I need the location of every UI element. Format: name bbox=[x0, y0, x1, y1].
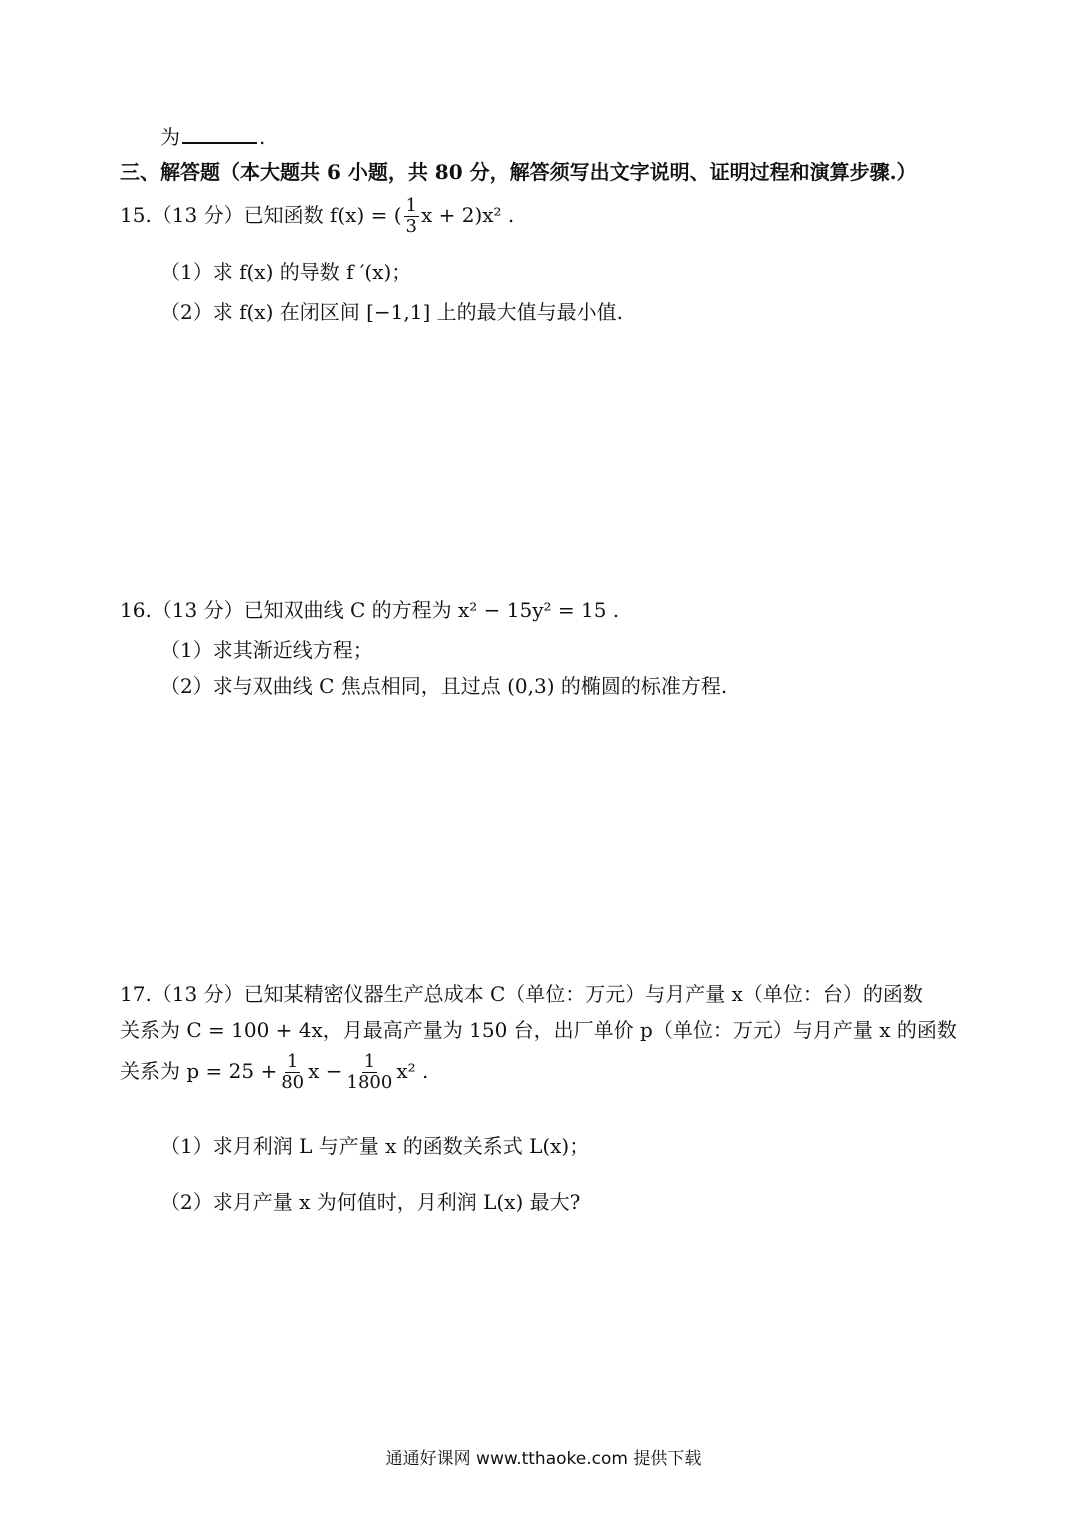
answer-blank bbox=[182, 124, 257, 144]
fraction-one-over-1800: $\frac{1}{1800}$ bbox=[346, 1051, 393, 1093]
question-17-line-3: 关系为 p = 25 + $\frac{1}{80}$ x − $\frac{1}{1800}$ x² . bbox=[120, 1051, 429, 1093]
fraction-one-eightieth: $\frac{1}{80}$ bbox=[281, 1051, 305, 1093]
page-footer: 通通好课网 www.tthaoke.com 提供下载 bbox=[385, 1449, 702, 1469]
question-16-part-1: （1）求其渐近线方程； bbox=[160, 638, 373, 662]
question-16-part-2: （2）求与双曲线 C 焦点相同，且过点 (0,3) 的椭圆的标准方程. bbox=[160, 674, 728, 698]
question-17-line-1: 17.（13 分）已知某精密仪器生产总成本 C（单位：万元）与月产量 x（单位：台）的函数 bbox=[120, 982, 923, 1006]
question-15-part-2: （2）求 f(x) 在闭区间 [−1,1] 上的最大值与最小值. bbox=[160, 300, 623, 324]
question-15-part-1: （1）求 f(x) 的导数 f ′(x)； bbox=[160, 260, 412, 284]
question-17-line-2: 关系为 C = 100 + 4x，月最高产量为 150 台，出厂单价 p（单位：万元）与月产量 x 的函数 bbox=[120, 1018, 957, 1042]
question-15: 15.（13 分）已知函数 f(x) = ( $\frac{1}{3}$ x + 2)x² . bbox=[120, 195, 515, 237]
question-17-part-2: （2）求月产量 x 为何值时，月利润 L(x) 最大? bbox=[160, 1190, 581, 1214]
fraction-one-third: $\frac{1}{3}$ bbox=[405, 195, 417, 237]
fill-in-line: 为 . bbox=[160, 125, 266, 149]
section-heading: 三、解答题（本大题共 6 小题，共 80 分，解答须写出文字说明、证明过程和演算步骤.） bbox=[120, 160, 917, 184]
question-16: 16.（13 分）已知双曲线 C 的方程为 x² − 15y² = 15 . bbox=[120, 598, 620, 622]
question-17-part-1: （1）求月利润 L 与产量 x 的函数关系式 L(x)； bbox=[160, 1134, 590, 1158]
